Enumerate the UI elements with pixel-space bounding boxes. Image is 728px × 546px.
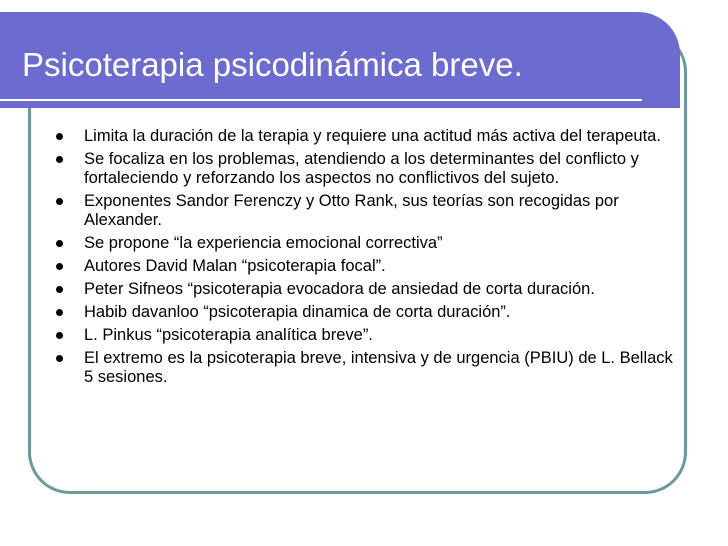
bullet-dot-icon bbox=[56, 355, 63, 362]
bullet-item bbox=[48, 234, 676, 253]
bullet-dot-icon bbox=[56, 332, 63, 339]
bullet-item bbox=[48, 349, 676, 387]
bullet-text: Se propone “la experiencia emocional correctiva” bbox=[84, 234, 443, 252]
bullet-dot-icon bbox=[56, 286, 63, 293]
bullet-text: Peter Sifneos “psicoterapia evocadora de ansiedad de corta duración. bbox=[84, 280, 595, 298]
bullet-text: Autores David Malan “psicoterapia focal”. bbox=[84, 257, 386, 275]
bullet-text: Exponentes Sandor Ferenczy y Otto Rank, sus teorías son recogidas por Alexander. bbox=[84, 192, 619, 229]
bullet-item bbox=[48, 280, 676, 299]
bullet-dot-icon bbox=[56, 198, 63, 205]
bullet-item bbox=[48, 127, 676, 146]
bullet-dot-icon bbox=[56, 309, 63, 316]
bullet-item bbox=[48, 257, 676, 276]
bullet-dot-icon bbox=[56, 156, 63, 163]
slide-title: Psicoterapia psicodinámica breve. bbox=[22, 46, 523, 83]
bullet-text: Limita la duración de la terapia y requiere una actitud más activa del terapeuta. bbox=[84, 127, 661, 145]
bullet-dot-icon bbox=[56, 240, 63, 247]
bullet-text: Habib davanloo “psicoterapia dinamica de corta duración”. bbox=[84, 303, 511, 321]
bullet-item bbox=[48, 303, 676, 322]
bullet-dot-icon bbox=[56, 263, 63, 270]
bullet-item bbox=[48, 192, 676, 230]
bullet-text: L. Pinkus “psicoterapia analítica breve”. bbox=[84, 326, 373, 344]
bullet-dot-icon bbox=[56, 133, 63, 140]
title-underline bbox=[0, 99, 642, 101]
bullet-item bbox=[48, 326, 676, 345]
bullet-item bbox=[48, 150, 676, 188]
bullet-list bbox=[48, 127, 676, 391]
bullet-text: Se focaliza en los problemas, atendiendo a los determinantes del conflicto y fortaleciendo y reforzando los aspectos no conflictivos del sujeto. bbox=[84, 150, 639, 187]
title-bar bbox=[0, 12, 680, 108]
bullet-text: El extremo es la psicoterapia breve, intensiva y de urgencia (PBIU) de L. Bellack 5 sesiones. bbox=[84, 349, 673, 386]
